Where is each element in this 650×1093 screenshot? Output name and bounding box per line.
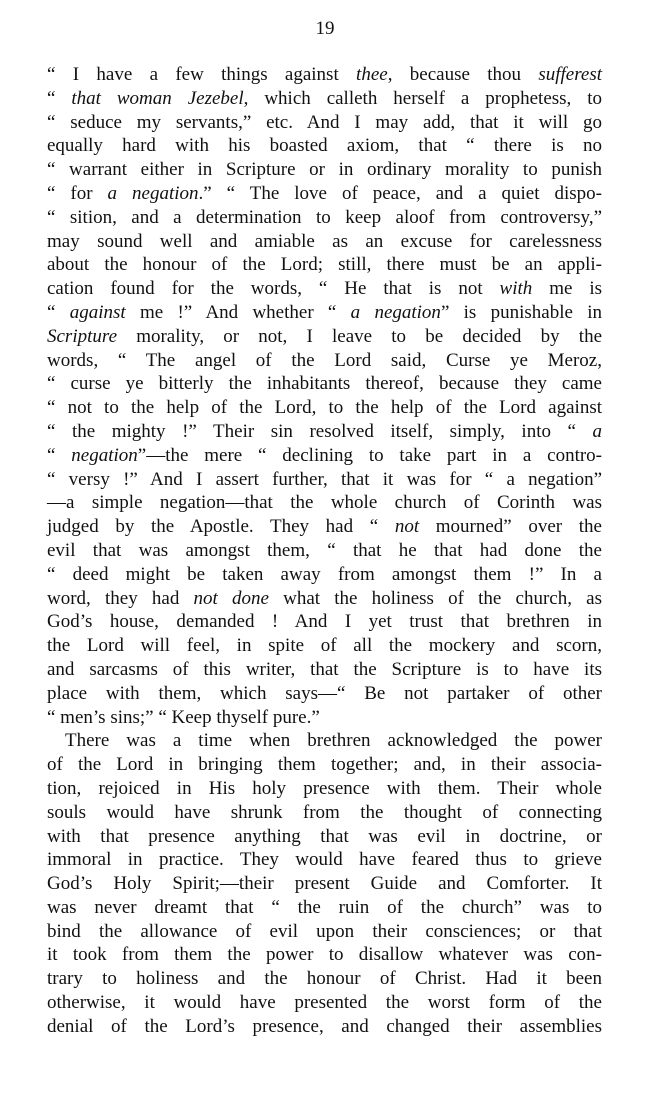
- text-segment: words, “ The angel of the Lord said, Curse ye Meroz,: [47, 349, 602, 371]
- text-line: [47, 610, 602, 634]
- text-line: [47, 991, 602, 1015]
- text-segment: .” “ The love of peace, and a quiet dispo-: [198, 182, 602, 204]
- text-segment: ” is punishable in: [440, 301, 602, 323]
- text-line: [47, 587, 602, 611]
- text-segment: “ versy !” And I assert further, that it was for “ a negation”: [47, 468, 602, 490]
- text-line: [47, 943, 602, 967]
- text-line: [47, 87, 602, 111]
- text-line: [47, 682, 602, 706]
- text-line: [47, 349, 602, 373]
- text-segment: evil that was amongst them, “ that he that had done the: [47, 539, 602, 561]
- text-line: [47, 563, 602, 587]
- text-segment: “ I have a few things against: [47, 64, 357, 85]
- text-segment: denial of the Lord’s presence, and changed their assemblies: [47, 1015, 602, 1037]
- text-line: [47, 872, 602, 896]
- text-segment: otherwise, it would have presented the worst form of the: [47, 992, 602, 1014]
- text-line: [47, 253, 602, 277]
- text-segment: “: [47, 444, 72, 466]
- text-segment: about the honour of the Lord; still, there must be an appli-: [47, 254, 602, 276]
- italic-text: a negation: [107, 182, 199, 204]
- text-line: [47, 158, 602, 182]
- text-segment: , because thou: [387, 64, 539, 85]
- text-segment: morality, or not, I leave to be decided by the: [117, 325, 602, 347]
- italic-text: not done: [193, 587, 269, 609]
- text-segment: mourned” over the: [419, 516, 602, 538]
- text-line: [47, 230, 602, 254]
- italic-text: that woman Jezebel: [71, 87, 244, 109]
- text-segment: what the holiness of the church, as: [268, 587, 602, 609]
- italic-text: a: [592, 420, 602, 442]
- text-segment: of the Lord in bringing them together; and, in their associa-: [47, 754, 602, 776]
- text-line: [47, 325, 602, 349]
- text-line: [47, 658, 602, 682]
- text-segment: “ for: [47, 182, 108, 204]
- italic-text: Scripture: [47, 325, 118, 347]
- text-line: [47, 468, 602, 492]
- italic-text: thee: [356, 64, 388, 85]
- body-text: [47, 63, 602, 1039]
- text-segment: “ not to the help of the Lord, to the help of the Lord against: [47, 397, 602, 419]
- text-segment: may sound well and amiable as an excuse for carelessness: [47, 230, 602, 252]
- page-number: 19: [315, 18, 335, 39]
- text-segment: me !” And whether “: [125, 301, 351, 323]
- text-line: [47, 896, 602, 920]
- text-segment: ”—the mere “ declining to take part in a contro-: [137, 444, 602, 466]
- text-line: [47, 920, 602, 944]
- text-segment: tion, rejoiced in His holy presence with them. Their whole: [47, 777, 602, 799]
- text-segment: “ deed might be taken away from amongst them !” In a: [47, 563, 602, 585]
- italic-text: against: [69, 301, 126, 323]
- text-line: [47, 372, 602, 396]
- italic-text: with: [499, 278, 533, 300]
- text-segment: was never dreamt that “ the ruin of the church” was to: [47, 896, 602, 918]
- text-segment: —a simple negation—that the whole church of Corinth was: [47, 492, 602, 514]
- text-segment: and sarcasms of this writer, that the Scripture is to have its: [47, 658, 602, 680]
- text-line: [47, 706, 602, 730]
- text-segment: There was a time when brethren acknowledged the power: [65, 730, 602, 752]
- text-line: [47, 206, 602, 230]
- text-segment: God’s house, demanded ! And I yet trust that brethren in: [47, 611, 602, 633]
- text-segment: “ the mighty !” Their sin resolved itself, simply, into “: [47, 420, 593, 442]
- text-segment: “ curse ye bitterly the inhabitants thereof, because they came: [47, 373, 602, 395]
- text-line: [47, 1015, 602, 1039]
- text-segment: immoral in practice. They would have feared thus to grieve: [47, 849, 602, 871]
- text-segment: with that presence anything that was evil in doctrine, or: [47, 825, 602, 847]
- text-line: [47, 63, 602, 87]
- text-line: [47, 515, 602, 539]
- text-segment: trary to holiness and the honour of Christ. Had it been: [47, 968, 602, 990]
- text-line: [47, 301, 602, 325]
- italic-text: sufferest: [538, 64, 603, 85]
- text-line: [47, 182, 602, 206]
- text-segment: judged by the Apostle. They had “: [47, 516, 395, 538]
- text-line: [47, 825, 602, 849]
- text-line: [47, 491, 602, 515]
- text-segment: bind the allowance of evil upon their consciences; or that: [47, 920, 602, 942]
- text-line: [47, 634, 602, 658]
- text-segment: , which calleth herself a prophetess, to: [243, 87, 603, 109]
- text-line: [47, 729, 602, 753]
- text-segment: “ sition, and a determination to keep aloof from controversy,”: [47, 206, 602, 228]
- text-segment: it took from them the power to disallow whatever was con-: [47, 944, 602, 966]
- text-segment: “ seduce my servants,” etc. And I may add, that it will go: [47, 111, 602, 133]
- text-segment: place with them, which says—“ Be not partaker of other: [47, 682, 602, 704]
- text-segment: me is: [532, 278, 603, 300]
- text-segment: “ men’s sins;” “ Keep thyself pure.”: [47, 706, 320, 728]
- text-line: [47, 753, 602, 777]
- text-segment: word, they had: [47, 587, 194, 609]
- text-line: [47, 967, 602, 991]
- text-segment: “: [47, 87, 72, 109]
- italic-text: not: [394, 516, 420, 538]
- text-line: [47, 396, 602, 420]
- text-line: [47, 848, 602, 872]
- text-line: [47, 801, 602, 825]
- text-line: [47, 111, 602, 135]
- text-segment: souls would have shrunk from the thought of connecting: [47, 801, 602, 823]
- text-line: [47, 777, 602, 801]
- text-line: [47, 134, 602, 158]
- text-line: [47, 420, 602, 444]
- italic-text: negation: [71, 444, 138, 466]
- text-segment: equally hard with his boasted axiom, that “ there is no: [47, 135, 602, 157]
- text-line: [47, 444, 602, 468]
- text-segment: “ warrant either in Scripture or in ordinary morality to punish: [47, 159, 602, 181]
- text-segment: cation found for the words, “ He that is not: [47, 278, 500, 300]
- text-segment: the Lord will feel, in spite of all the mockery and scorn,: [47, 635, 602, 657]
- text-segment: God’s Holy Spirit;—their present Guide and Comforter. It: [47, 873, 602, 895]
- text-segment: “: [47, 301, 70, 323]
- text-line: [47, 277, 602, 301]
- text-line: [47, 539, 602, 563]
- italic-text: a negation: [350, 301, 441, 323]
